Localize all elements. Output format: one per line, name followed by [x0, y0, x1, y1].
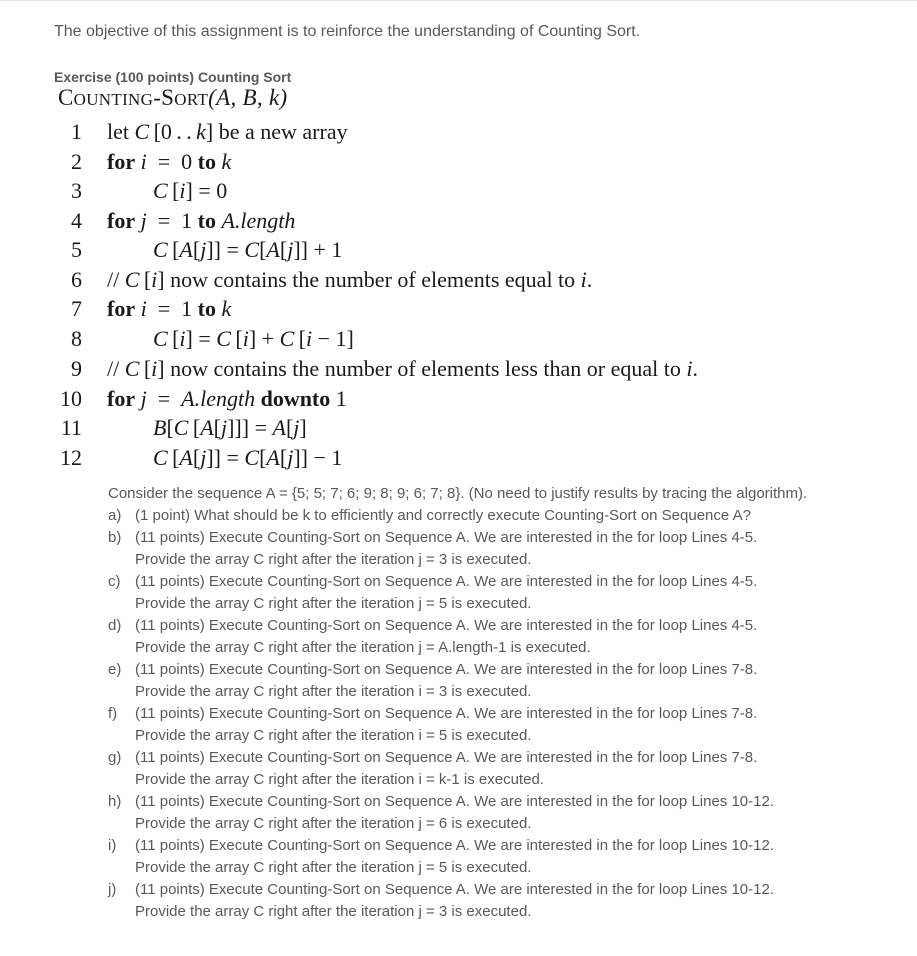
question-letter: e) [108, 661, 122, 678]
line-number: 4 [71, 208, 82, 233]
question-list [108, 505, 898, 923]
question-text-line: Provide the array C right after the iteration j = 3 is executed. [135, 551, 532, 568]
question-text-line: (11 points) Execute Counting-Sort on Sequence A. We are interested in the for loop Lines 10-12. [135, 837, 775, 854]
algorithm-title-ort: ORT [174, 90, 209, 109]
question-item [108, 835, 898, 879]
code-text: C [A[j]] = C[A[j]] + 1 [153, 237, 343, 262]
question-letter: f) [108, 705, 118, 722]
question-letter: j) [108, 881, 117, 898]
question-text-line: Provide the array C right after the iteration i = 3 is executed. [135, 683, 532, 700]
question-item [108, 505, 898, 527]
question-letter: b) [108, 529, 122, 546]
line-number: 1 [71, 119, 82, 144]
question-item [108, 747, 898, 791]
question-letter: h) [108, 793, 122, 810]
code-text: let C [0 . . k] be a new array [107, 119, 348, 144]
line-number: 12 [60, 445, 82, 470]
algorithm-title-params: (A, B, k) [208, 85, 288, 110]
algorithm-title [58, 85, 287, 111]
code-text: C [A[j]] = C[A[j]] − 1 [153, 445, 343, 470]
line-number: 5 [71, 237, 82, 262]
question-text-line: Provide the array C right after the iteration j = 6 is executed. [135, 815, 532, 832]
question-text-line: (1 point) What should be k to efficiently and correctly execute Counting-Sort on Sequence A? [135, 507, 751, 524]
line-number: 6 [71, 267, 82, 292]
code-text: // C [i] now contains the number of elements equal to i. [107, 267, 593, 292]
algorithm-title-ounting: OUNTING [73, 90, 154, 109]
question-text-line: Provide the array C right after the iteration j = 5 is executed. [135, 595, 532, 612]
line-number: 10 [60, 386, 82, 411]
code-text: for j = 1 to A.length [107, 208, 296, 233]
line-number: 7 [71, 296, 82, 321]
question-text-line: (11 points) Execute Counting-Sort on Sequence A. We are interested in the for loop Lines 4-5. [135, 617, 758, 634]
code-text: for j = A.length downto 1 [107, 386, 347, 411]
objective-text: The objective of this assignment is to reinforce the understanding of Counting Sort. [54, 23, 641, 40]
code-text: C [i] = 0 [153, 178, 228, 203]
question-letter: c) [108, 573, 121, 590]
line-number: 9 [71, 356, 82, 381]
question-text-line: Provide the array C right after the iteration i = k-1 is executed. [135, 771, 544, 788]
question-item [108, 791, 898, 835]
code-text: for i = 1 to k [107, 296, 232, 321]
algorithm-title-s: S [161, 85, 175, 110]
questions-intro: Consider the sequence A = {5; 5; 7; 6; 9; 8; 9; 6; 7; 8}. (No need to justify results by tracing the algorithm). [108, 485, 808, 502]
question-item [108, 659, 898, 703]
question-item [108, 615, 898, 659]
question-text-line: (11 points) Execute Counting-Sort on Sequence A. We are interested in the for loop Lines 7-8. [135, 749, 758, 766]
code-text: C [i] = C [i] + C [i − 1] [153, 326, 354, 351]
line-number: 8 [71, 326, 82, 351]
question-text-line: Provide the array C right after the iteration i = 5 is executed. [135, 727, 532, 744]
line-number: 3 [71, 178, 82, 203]
question-text-line: Provide the array C right after the iteration j = 5 is executed. [135, 859, 532, 876]
question-text-line: (11 points) Execute Counting-Sort on Sequence A. We are interested in the for loop Lines 10-12. [135, 793, 775, 810]
algorithm-title-c: C [58, 85, 74, 110]
question-item [108, 703, 898, 747]
line-number: 2 [71, 149, 82, 174]
code-text: // C [i] now contains the number of elements less than or equal to i. [107, 356, 698, 381]
question-item [108, 571, 898, 615]
questions-section [108, 483, 898, 923]
question-text-line: Provide the array C right after the iteration j = A.length-1 is executed. [135, 639, 591, 656]
question-text-line: (11 points) Execute Counting-Sort on Sequence A. We are interested in the for loop Lines 4-5. [135, 573, 758, 590]
question-item [108, 879, 898, 923]
code-text: B[C [A[j]]] = A[j] [153, 415, 307, 440]
question-text-line: (11 points) Execute Counting-Sort on Sequence A. We are interested in the for loop Lines 10-12. [135, 881, 775, 898]
question-letter: i) [108, 837, 117, 854]
question-text-line: Provide the array C right after the iteration j = 3 is executed. [135, 903, 532, 920]
question-item [108, 527, 898, 571]
question-letter: a) [108, 507, 122, 524]
exercise-heading: Exercise (100 points) Counting Sort [54, 69, 292, 85]
algorithm-title-dash: - [153, 85, 162, 110]
question-letter: d) [108, 617, 122, 634]
question-text-line: (11 points) Execute Counting-Sort on Sequence A. We are interested in the for loop Lines 4-5. [135, 529, 758, 546]
question-letter: g) [108, 749, 122, 766]
question-text-line: (11 points) Execute Counting-Sort on Sequence A. We are interested in the for loop Lines 7-8. [135, 705, 758, 722]
question-text-line: (11 points) Execute Counting-Sort on Sequence A. We are interested in the for loop Lines 7-8. [135, 661, 758, 678]
code-text: for i = 0 to k [107, 149, 232, 174]
line-number: 11 [60, 415, 82, 440]
